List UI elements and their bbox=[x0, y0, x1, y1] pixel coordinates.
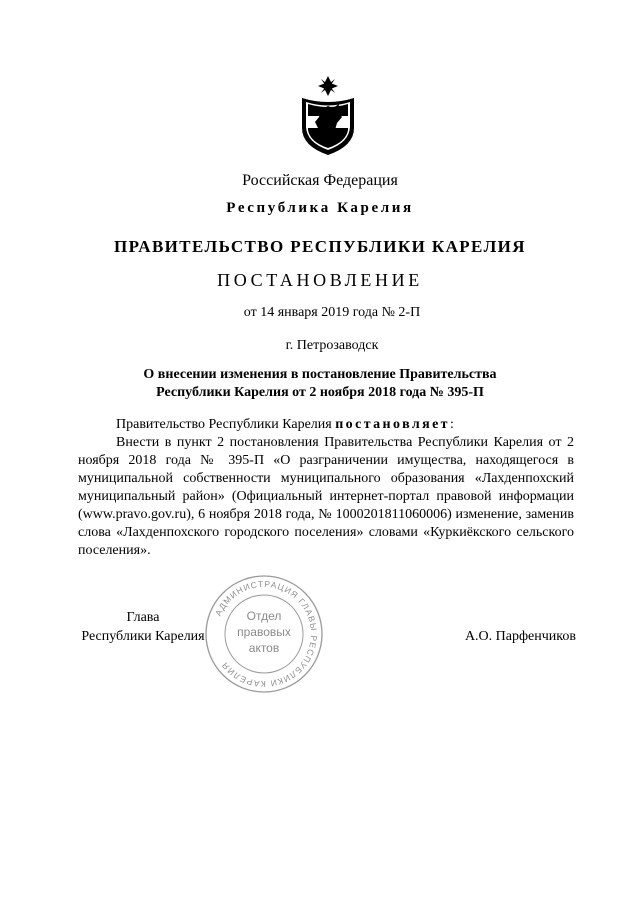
karelia-coat-of-arms bbox=[298, 76, 358, 156]
signatory-title bbox=[78, 608, 208, 646]
republic-name: Республика Карелия bbox=[226, 200, 414, 216]
stamp-ring-text: АДМИНИСТРАЦИЯ ГЛАВЫ РЕСПУБЛИКИ КАРЕЛИЯ bbox=[212, 578, 320, 690]
stamp-line-3: актов bbox=[248, 641, 280, 655]
intro-prefix: Правительство Республики Карелия bbox=[116, 417, 336, 432]
stamp-line-2: правовых bbox=[237, 625, 291, 639]
subject-line-1: О внесении изменения в постановление Правительства bbox=[143, 367, 497, 382]
document-date-number: от 14 января 2019 года № 2-П bbox=[243, 305, 421, 320]
federation-name: Российская Федерация bbox=[242, 172, 398, 189]
intro-resolves: постановляет bbox=[335, 417, 450, 432]
intro-suffix: : bbox=[449, 417, 454, 432]
government-name: ПРАВИТЕЛЬСТВО РЕСПУБЛИКИ КАРЕЛИЯ bbox=[114, 237, 526, 256]
resolution-paragraph: Внести в пункт 2 постановления Правительства Республики Карелия от 2 ноября 2018 года № 395-П «О разграничении имущества, находящегося в муниципальной собственности муниципального образования «Лахденпохский муниципальный район» (Официальный интернет-портал правовой информации (www.pravo.gov.ru), 6 ноября 2018 года, № 1000201811060006) изменение, заменив слова «Лахденпохского городского поселения» словами «Куркиёкского сельского поселения». bbox=[78, 435, 574, 558]
document-subject bbox=[0, 366, 640, 402]
subject-line-2: Республики Карелия от 2 ноября 2018 года № 395-П bbox=[156, 385, 484, 400]
resolution-intro bbox=[78, 416, 574, 434]
star-icon bbox=[318, 76, 338, 96]
stamp-line-1: Отдел bbox=[246, 609, 282, 623]
document-type: ПОСТАНОВЛЕНИЕ bbox=[217, 270, 423, 290]
signatory-title-line-2: Республики Карелия bbox=[81, 629, 205, 644]
signatory-name: А.О. Парфенчиков bbox=[464, 629, 576, 644]
signatory-title-line-1: Глава bbox=[126, 610, 160, 625]
department-stamp bbox=[203, 573, 325, 695]
document-city: г. Петрозаводск bbox=[285, 338, 379, 353]
